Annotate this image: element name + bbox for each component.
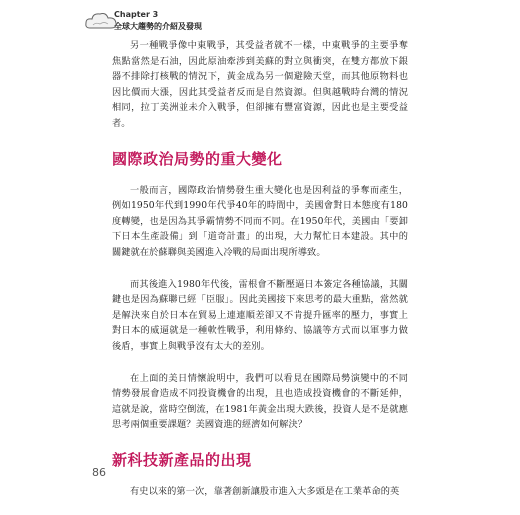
section-heading-technology: 新科技新產品的出現 — [112, 450, 252, 469]
paragraph-4: 在上面的美日情懷說明中，我們可以看見在國際局勢演變中的不同情勢發展會造成不同投資機會的出現，且也造成投資機會的不斷延伸，這就是說，當時空倒流，在1981年黃金出現大跌後，投資人是不是就應思考兩個重要課題？美國資進的經濟如何解決？ — [112, 372, 408, 431]
page-number: 86 — [92, 466, 106, 479]
chapter-number: Chapter 3 — [114, 10, 159, 19]
paragraph-1: 另一種戰爭像中東戰爭，其受益者就不一樣，中東戰爭的主要爭奪焦點當然是石油，因此原油牽涉到美蘇的對立與衝突，在雙方都放下銀器不排除打核戰的情況下，黃金成為另一個避險天堂，而其他原物料也因比價而大漲，因此其受益者反而是自然資源。但與越戰時台灣的情況相同，拉丁美洲並未介入戰爭，但卻擁有豐富資源，因此也是主要受益者。 — [112, 40, 408, 129]
paragraph-3: 而其後進入1980年代後，雷根會不斷壓逼日本簽定各種協議，其關鍵也是因為蘇聯已經「臣服」。因此美國接下來思考的最大重點，當然就是解決來自於日本在貿易上連連順差卻又不肯提升匯率的壓力，事實上對日本的威逼就是一種軟性戰爭，利用條約、協議等方式而以軍事力做後盾，事實上與戰爭沒有太大的差別。 — [112, 278, 408, 352]
page-content — [112, 38, 408, 515]
paragraph-2: 一般而言，國際政治情勢發生重大變化也是因利益的爭奪而產生，例如1950年代到1990年代爭40年的時間中，美國會對日本態度有180度轉變，也是因為其爭霸情勢不同而不同。在1950年代，美國由「要卸下日本生產設備」到「道奇計畫」的出現，大力幫忙日本建設。其中的關鍵就在於蘇聯與美國進入冷戰的局面出現所導致。 — [112, 184, 408, 258]
section-heading-political: 國際政治局勢的重大變化 — [112, 149, 283, 168]
paragraph-5: 有史以來的第一次，靠著創新讓股市進入大多頭是在工業革命的英 — [130, 485, 400, 497]
chapter-title: 全球大趨勢的介紹及發現 — [114, 22, 202, 31]
cloud-icon — [84, 10, 118, 32]
